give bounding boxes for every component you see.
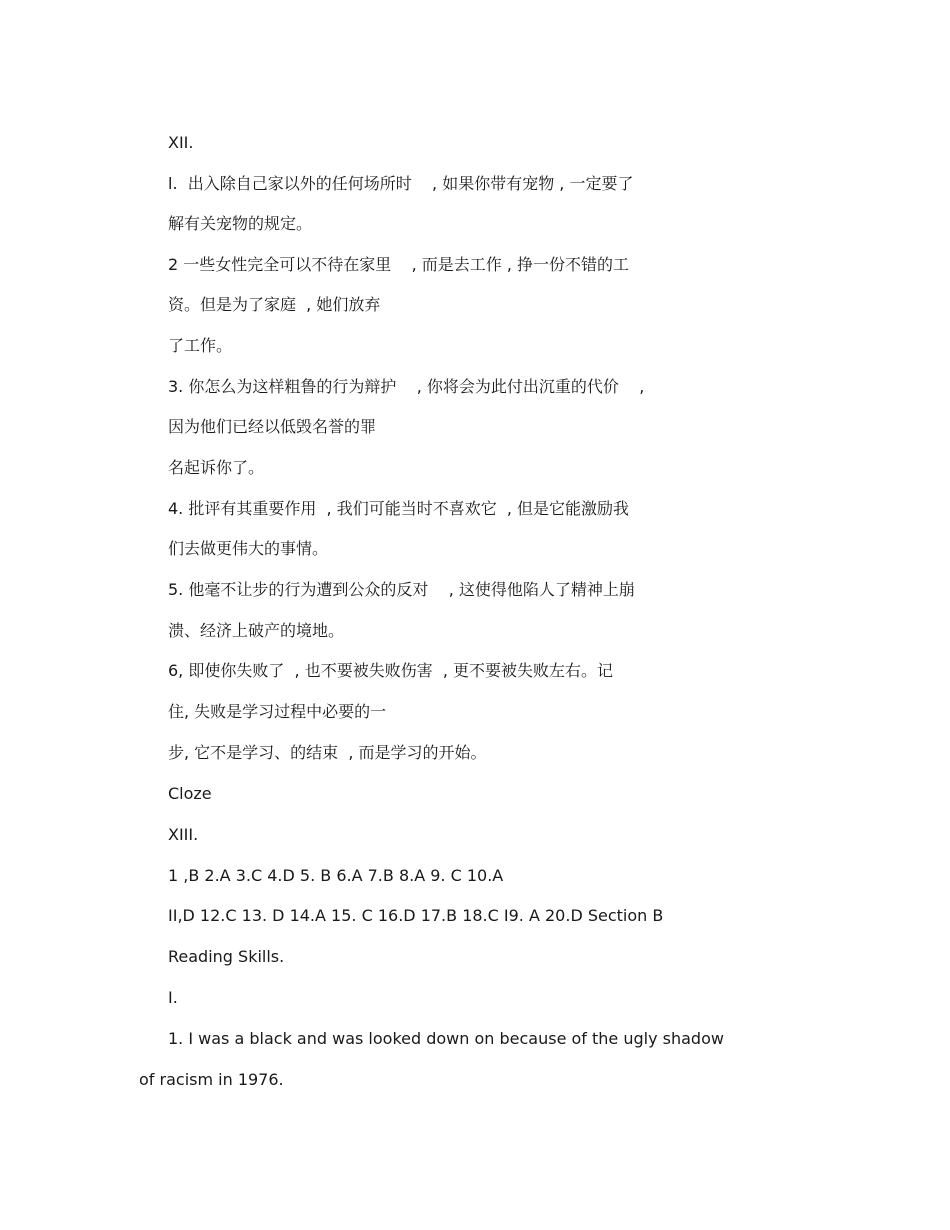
translation-item-5-cont: 溃、经济上破产的境地。 [168,621,345,640]
translation-item-1-cont: 解有关宠物的规定。 [168,214,313,233]
translation-item-6-cont: 住, 失败是学习过程中必要的一 [168,702,387,721]
section-heading-xiii: XIII. [168,825,199,844]
translation-item-3: 3. 你怎么为这样粗鲁的行为辩护 , 你将会为此付出沉重的代价 , [168,377,645,396]
cloze-heading: Cloze [168,784,212,803]
translation-item-6: 6, 即使你失败了 , 也不要被失败伤害 , 更不要被失败左右。记 [168,661,614,680]
section-heading-xii: XII. [168,133,194,152]
translation-item-5: 5. 他毫不让步的行为遭到公众的反对 , 这使得他陷人了精神上崩 [168,580,635,599]
translation-item-1: l. 出入除自己家以外的任何场所时 , 如果你带有宠物 , 一定要了 [168,174,634,193]
answer-key-line-1: 1 ,B 2.A 3.C 4.D 5. B 6.A 7.B 8.A 9. C 10.A [168,866,504,885]
translation-item-2-cont: 资。但是为了家庭 , 她们放弃 [168,295,381,314]
translation-item-4: 4. 批评有其重要作用 , 我们可能当时不喜欢它 , 但是它能激励我 [168,499,630,518]
translation-item-2-cont2: 了工作。 [168,336,233,355]
answer-key-line-2: II,D 12.C 13. D 14.A 15. C 16.D 17.B 18.C I9. A 20.D Section B [168,906,664,925]
translation-item-2: 2 一些女性完全可以不待在家里 , 而是去工作 , 挣一份不错的工 [168,255,630,274]
reading-answer-1-cont: of racism in 1976. [139,1070,284,1089]
translation-item-4-cont: 们去做更伟大的事情。 [168,539,329,558]
reading-answer-1: 1. I was a black and was looked down on because of the ugly shadow [168,1029,724,1048]
translation-item-3-cont: 因为他们已经以低毁名誉的罪 [168,417,377,436]
section-heading-i: I. [168,988,178,1007]
translation-item-6-cont2: 步, 它不是学习、的结束 , 而是学习的开始。 [168,743,487,762]
translation-item-3-cont2: 名起诉你了。 [168,458,265,477]
reading-skills-heading: Reading Skills. [168,947,285,966]
